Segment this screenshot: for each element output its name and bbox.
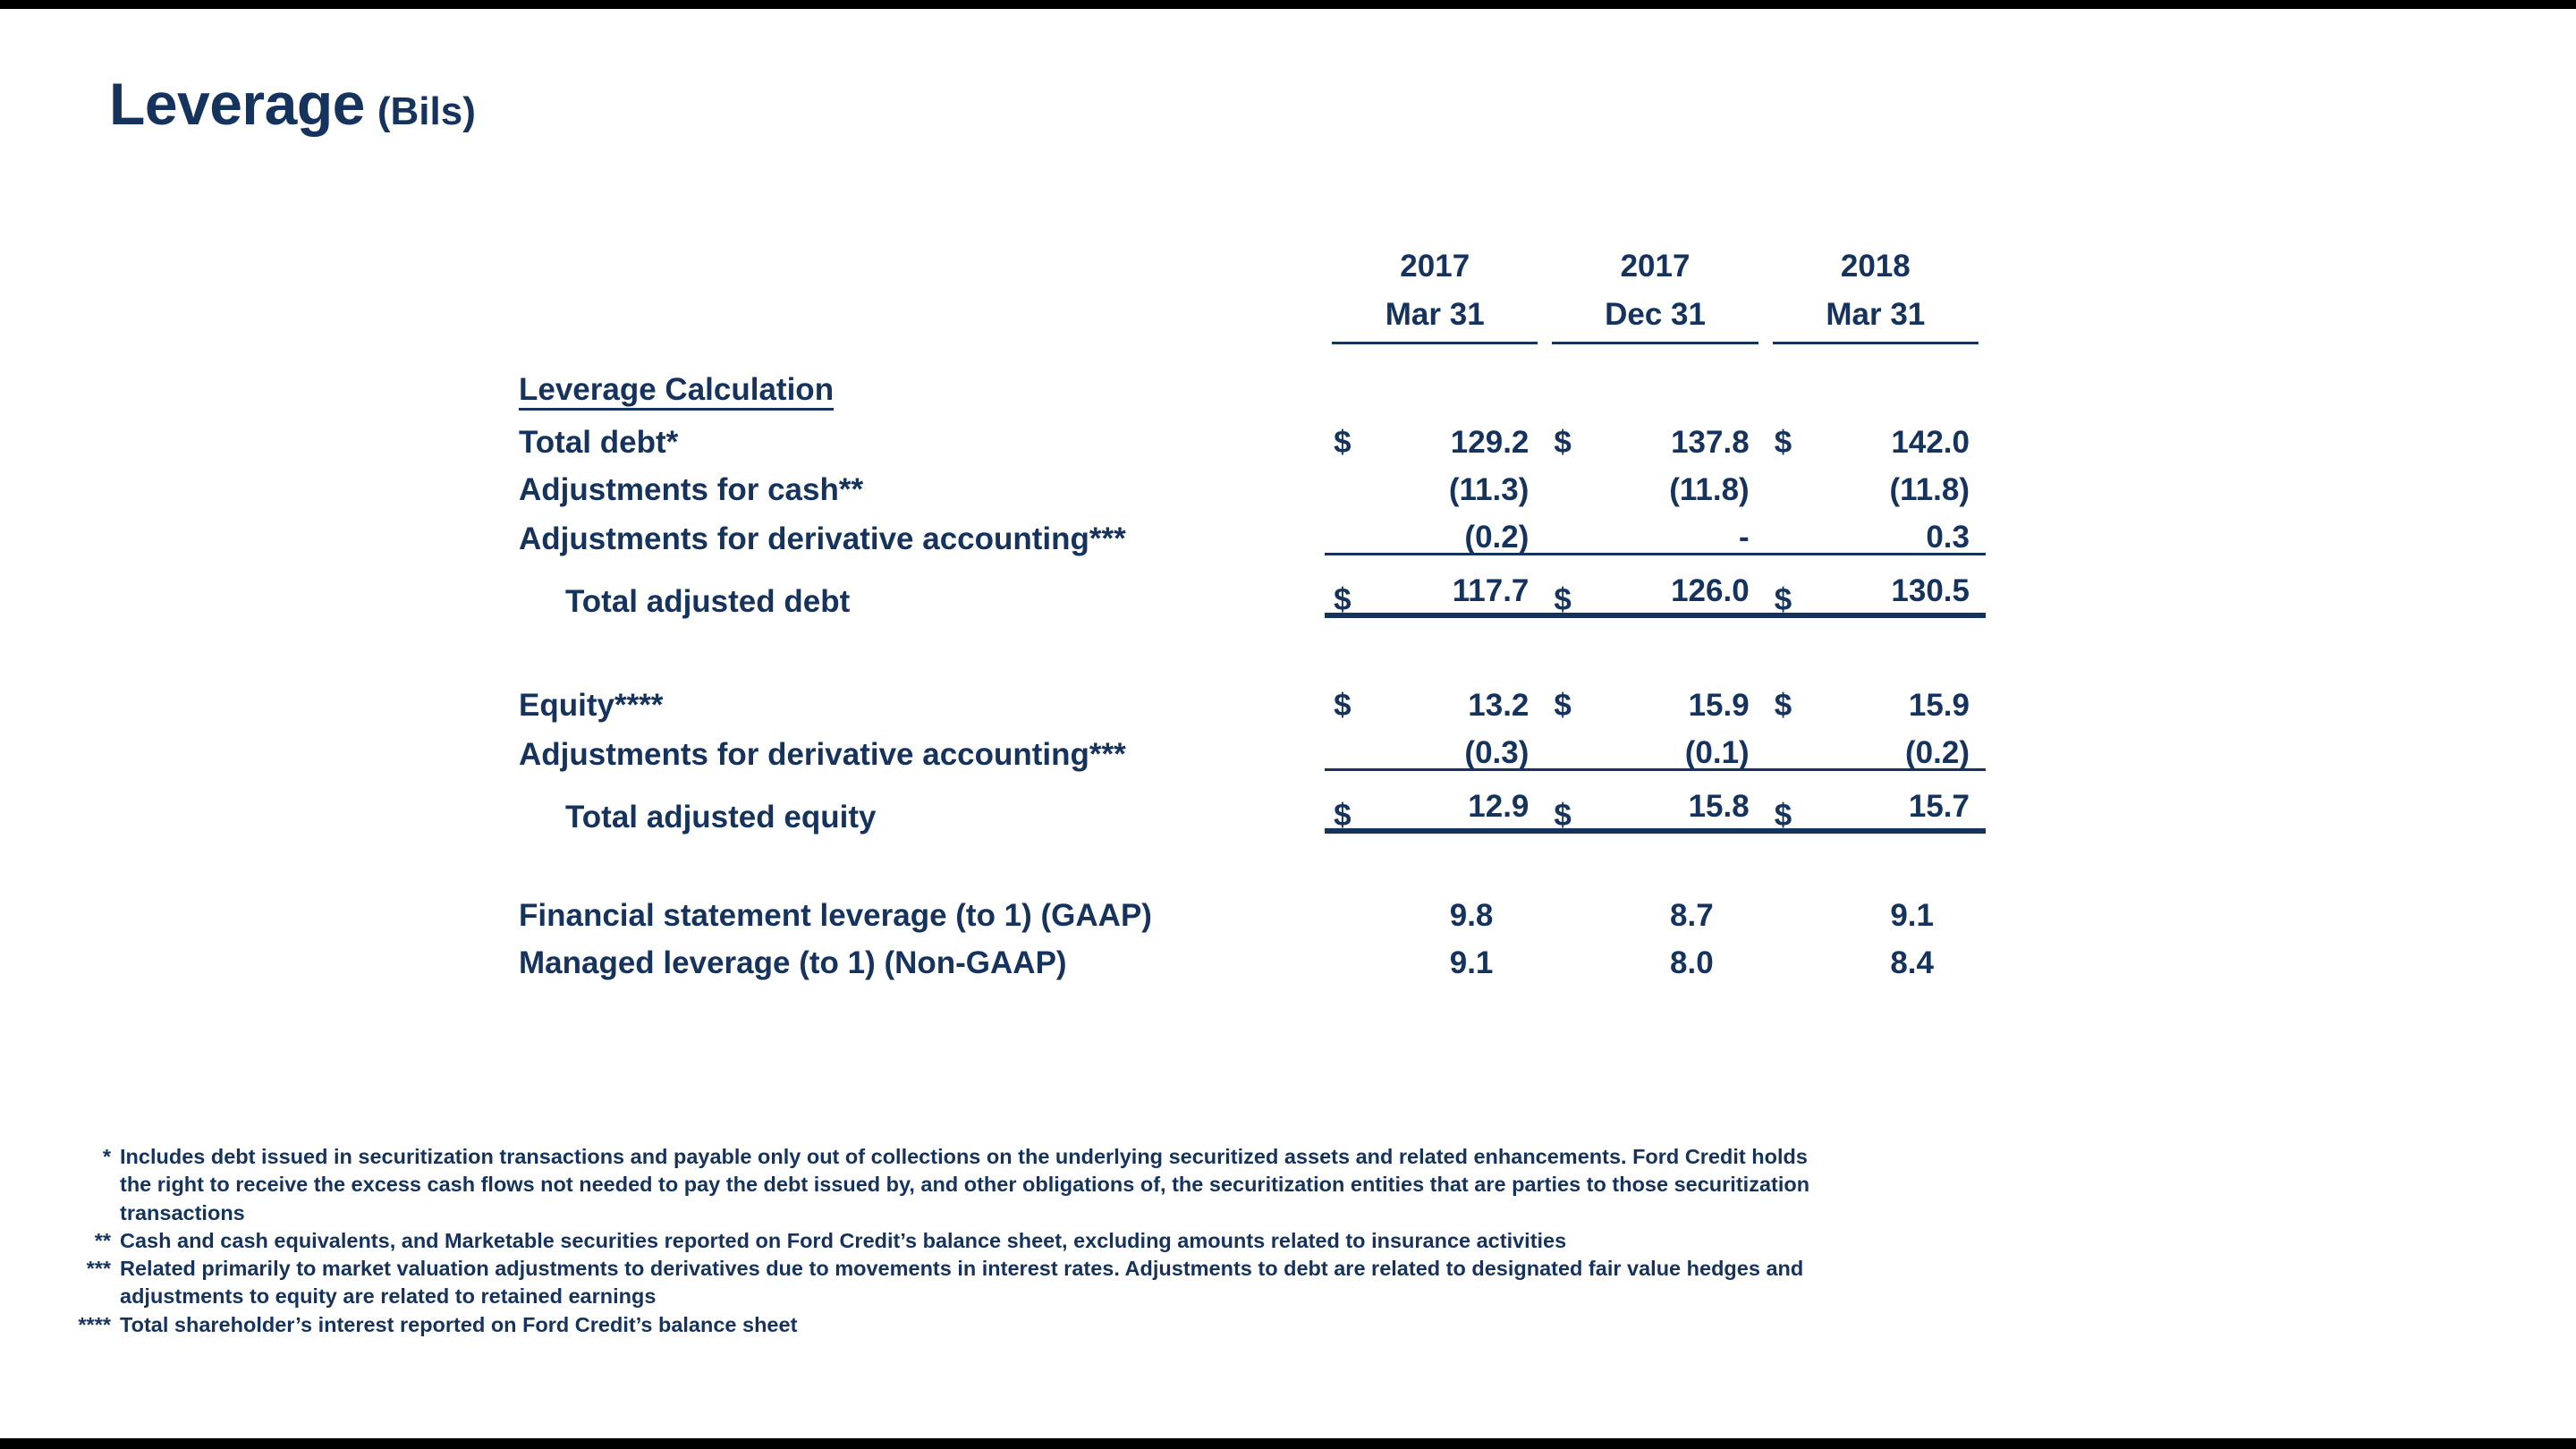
cell-value: (11.8) <box>1669 472 1750 507</box>
footnote-text: the right to receive the excess cash flows not needed to pay the debt issued by, and other obligations of, the securitization entities that are parties to those securitization <box>120 1173 1810 1197</box>
section-header-blank-1 <box>1545 344 1765 411</box>
cell-total-adjusted-debt-1 <box>1545 555 1765 617</box>
footnote-4-line-1 <box>55 1311 2524 1339</box>
table-row-adjustments-for-cash <box>519 458 1986 505</box>
row-label-total-adjusted-debt: Total adjusted debt <box>565 583 851 619</box>
footnote-marker-2: ** <box>94 1228 111 1252</box>
footnote-text: Cash and cash equivalents, and Marketable securities reported on Ford Credit’s balance sheet, excluding amounts related to insurance activities <box>120 1228 1567 1252</box>
header-label-spacer <box>519 237 1325 285</box>
column-header-year-1: 2017 <box>1620 249 1690 284</box>
cell-adjustments-deriv-equity-0 <box>1325 721 1545 770</box>
cell-value: 13.2 <box>1468 688 1530 723</box>
table-row-adjustments-derivative-debt <box>519 505 1986 555</box>
section-header-blank-2 <box>1766 344 1986 411</box>
currency-symbol: $ <box>1554 582 1572 617</box>
footnote-3-line-1 <box>55 1255 2524 1283</box>
header-rule-1 <box>1545 334 1765 344</box>
cell-managed-leverage-1 <box>1545 931 1765 979</box>
footnote-text: Total shareholder’s interest reported on Ford Credit’s balance sheet <box>120 1312 798 1336</box>
cell-managed-leverage-0 <box>1325 931 1545 979</box>
header-label-spacer-2 <box>519 285 1325 334</box>
row-label-adjustments-for-cash: Adjustments for cash** <box>519 472 864 507</box>
footnote-2-line-1 <box>55 1227 2524 1255</box>
cell-total-adjusted-debt-2 <box>1766 555 1986 617</box>
header-rule-spacer <box>519 334 1325 344</box>
page-title <box>109 70 476 138</box>
footnote-text: transactions <box>120 1200 245 1224</box>
cell-value: 15.8 <box>1688 789 1750 824</box>
row-label-adjustments-derivative-debt: Adjustments for derivative accounting*** <box>519 521 1126 556</box>
cell-value: 142.0 <box>1891 425 1970 460</box>
cell-value: 9.1 <box>1449 945 1494 980</box>
footnote-3-line-2 <box>55 1283 2524 1310</box>
currency-symbol: $ <box>1554 425 1572 460</box>
cell-value: 8.0 <box>1670 945 1714 980</box>
bottom-edge-bar <box>0 1438 2576 1449</box>
cell-total-adjusted-equity-2 <box>1766 770 1986 833</box>
cell-value: 129.2 <box>1450 425 1530 460</box>
row-label-managed-leverage: Managed leverage (to 1) (Non-GAAP) <box>519 945 1067 980</box>
currency-symbol: $ <box>1774 798 1792 833</box>
table-row-financial-statement-leverage <box>519 884 1986 931</box>
cell-adjustments-cash-2 <box>1766 458 1986 505</box>
table-row-managed-leverage <box>519 931 1986 979</box>
cell-financial-leverage-1 <box>1545 884 1765 931</box>
leverage-table-wrapper <box>519 237 1986 979</box>
page-title-main: Leverage <box>109 71 365 137</box>
row-label-total-debt: Total debt* <box>519 425 679 460</box>
cell-value: 126.0 <box>1671 573 1750 608</box>
top-edge-bar <box>0 0 2576 9</box>
cell-equity-1 <box>1545 674 1765 721</box>
footnote-1-line-3 <box>55 1199 2524 1227</box>
currency-symbol: $ <box>1334 425 1352 460</box>
cell-adjustments-deriv-equity-1 <box>1545 721 1765 770</box>
footnote-marker-3: *** <box>86 1257 111 1280</box>
currency-symbol: $ <box>1334 688 1352 723</box>
table-row-equity <box>519 674 1986 721</box>
cell-value: 15.7 <box>1908 789 1970 824</box>
currency-symbol: $ <box>1774 582 1792 617</box>
cell-value: 9.1 <box>1890 898 1934 933</box>
footnote-text: Includes debt issued in securitization transactions and payable only out of collections on the underlying securitized assets and related enhancements. Ford Credit holds <box>120 1145 1808 1168</box>
cell-adjustments-deriv-equity-2 <box>1766 721 1986 770</box>
row-label-total-adjusted-equity: Total adjusted equity <box>565 799 877 835</box>
cell-total-debt-0 <box>1325 411 1545 458</box>
footnotes-block <box>55 1143 2524 1339</box>
page-title-unit: (Bils) <box>377 89 476 133</box>
row-label-equity: Equity**** <box>519 688 664 723</box>
cell-value: 137.8 <box>1671 425 1750 460</box>
cell-adjustments-cash-1 <box>1545 458 1765 505</box>
cell-total-adjusted-equity-0 <box>1325 770 1545 833</box>
section-header-row <box>519 344 1986 411</box>
section-header-label: Leverage Calculation <box>519 374 834 411</box>
footnote-1-line-2 <box>55 1171 2524 1199</box>
currency-symbol: $ <box>1334 582 1352 617</box>
cell-equity-0 <box>1325 674 1545 721</box>
cell-financial-leverage-0 <box>1325 884 1545 931</box>
cell-value: (0.2) <box>1464 520 1530 555</box>
currency-symbol: $ <box>1334 798 1352 833</box>
column-header-year-0: 2017 <box>1400 249 1470 284</box>
table-row-adjustments-derivative-equity <box>519 721 1986 770</box>
footnote-text: Related primarily to market valuation adjustments to derivatives due to movements in interest rates. Adjustments to debt are related to designated fair value hedges and <box>120 1257 1804 1280</box>
currency-symbol: $ <box>1554 798 1572 833</box>
cell-value: 117.7 <box>1452 573 1530 608</box>
table-row-total-debt <box>519 411 1986 458</box>
footnote-text: adjustments to equity are related to retained earnings <box>120 1284 657 1309</box>
header-rule-2 <box>1766 334 1986 344</box>
cell-adjustments-cash-0 <box>1325 458 1545 505</box>
cell-equity-2 <box>1766 674 1986 721</box>
footnote-marker-1: * <box>102 1145 111 1168</box>
cell-value: 8.7 <box>1670 898 1714 933</box>
slide-canvas <box>0 9 2576 1438</box>
cell-value: (0.1) <box>1684 735 1750 770</box>
cell-total-adjusted-equity-1 <box>1545 770 1765 833</box>
cell-value: 8.4 <box>1890 945 1934 980</box>
cell-total-adjusted-debt-0 <box>1325 555 1545 617</box>
cell-value: 12.9 <box>1468 789 1530 824</box>
cell-value: (0.3) <box>1464 735 1530 770</box>
column-header-year-2: 2018 <box>1840 249 1911 284</box>
column-header-date-1: Dec 31 <box>1605 297 1706 332</box>
cell-value: 0.3 <box>1926 520 1970 555</box>
column-header-date-0: Mar 31 <box>1385 297 1485 332</box>
cell-financial-leverage-2 <box>1766 884 1986 931</box>
footnote-marker-4: **** <box>78 1312 111 1336</box>
cell-adjustments-deriv-debt-1 <box>1545 505 1765 555</box>
column-header-date-2: Mar 31 <box>1826 297 1926 332</box>
footnote-1-line-1 <box>55 1143 2524 1171</box>
table-header-year-row <box>519 237 1986 285</box>
section-header-blank-0 <box>1325 344 1545 411</box>
row-label-financial-statement-leverage: Financial statement leverage (to 1) (GAAP) <box>519 898 1152 933</box>
cell-adjustments-deriv-debt-2 <box>1766 505 1986 555</box>
cell-value: 15.9 <box>1688 688 1750 723</box>
cell-adjustments-deriv-debt-0 <box>1325 505 1545 555</box>
table-row-total-adjusted-debt <box>519 555 1986 617</box>
section-header-leverage-calculation <box>519 344 1325 411</box>
header-rule-0 <box>1325 334 1545 344</box>
cell-value: - <box>1739 520 1750 555</box>
cell-total-debt-2 <box>1766 411 1986 458</box>
cell-value: 130.5 <box>1891 573 1970 608</box>
cell-value: (11.3) <box>1448 472 1530 507</box>
currency-symbol: $ <box>1774 688 1792 723</box>
currency-symbol: $ <box>1774 425 1792 460</box>
table-header-date-row <box>519 285 1986 334</box>
cell-value: 15.9 <box>1908 688 1970 723</box>
currency-symbol: $ <box>1554 688 1572 723</box>
cell-value: 9.8 <box>1449 898 1494 933</box>
table-row-total-adjusted-equity <box>519 770 1986 833</box>
cell-managed-leverage-2 <box>1766 931 1986 979</box>
table-header-rule-row <box>519 334 1986 344</box>
cell-total-debt-1 <box>1545 411 1765 458</box>
cell-value: (11.8) <box>1889 472 1970 507</box>
row-label-adjustments-derivative-equity: Adjustments for derivative accounting*** <box>519 736 1126 772</box>
table-spacer-row-2 <box>519 833 1986 885</box>
table-spacer-row-1 <box>519 617 1986 674</box>
leverage-table <box>519 237 1986 979</box>
cell-value: (0.2) <box>1905 735 1970 770</box>
